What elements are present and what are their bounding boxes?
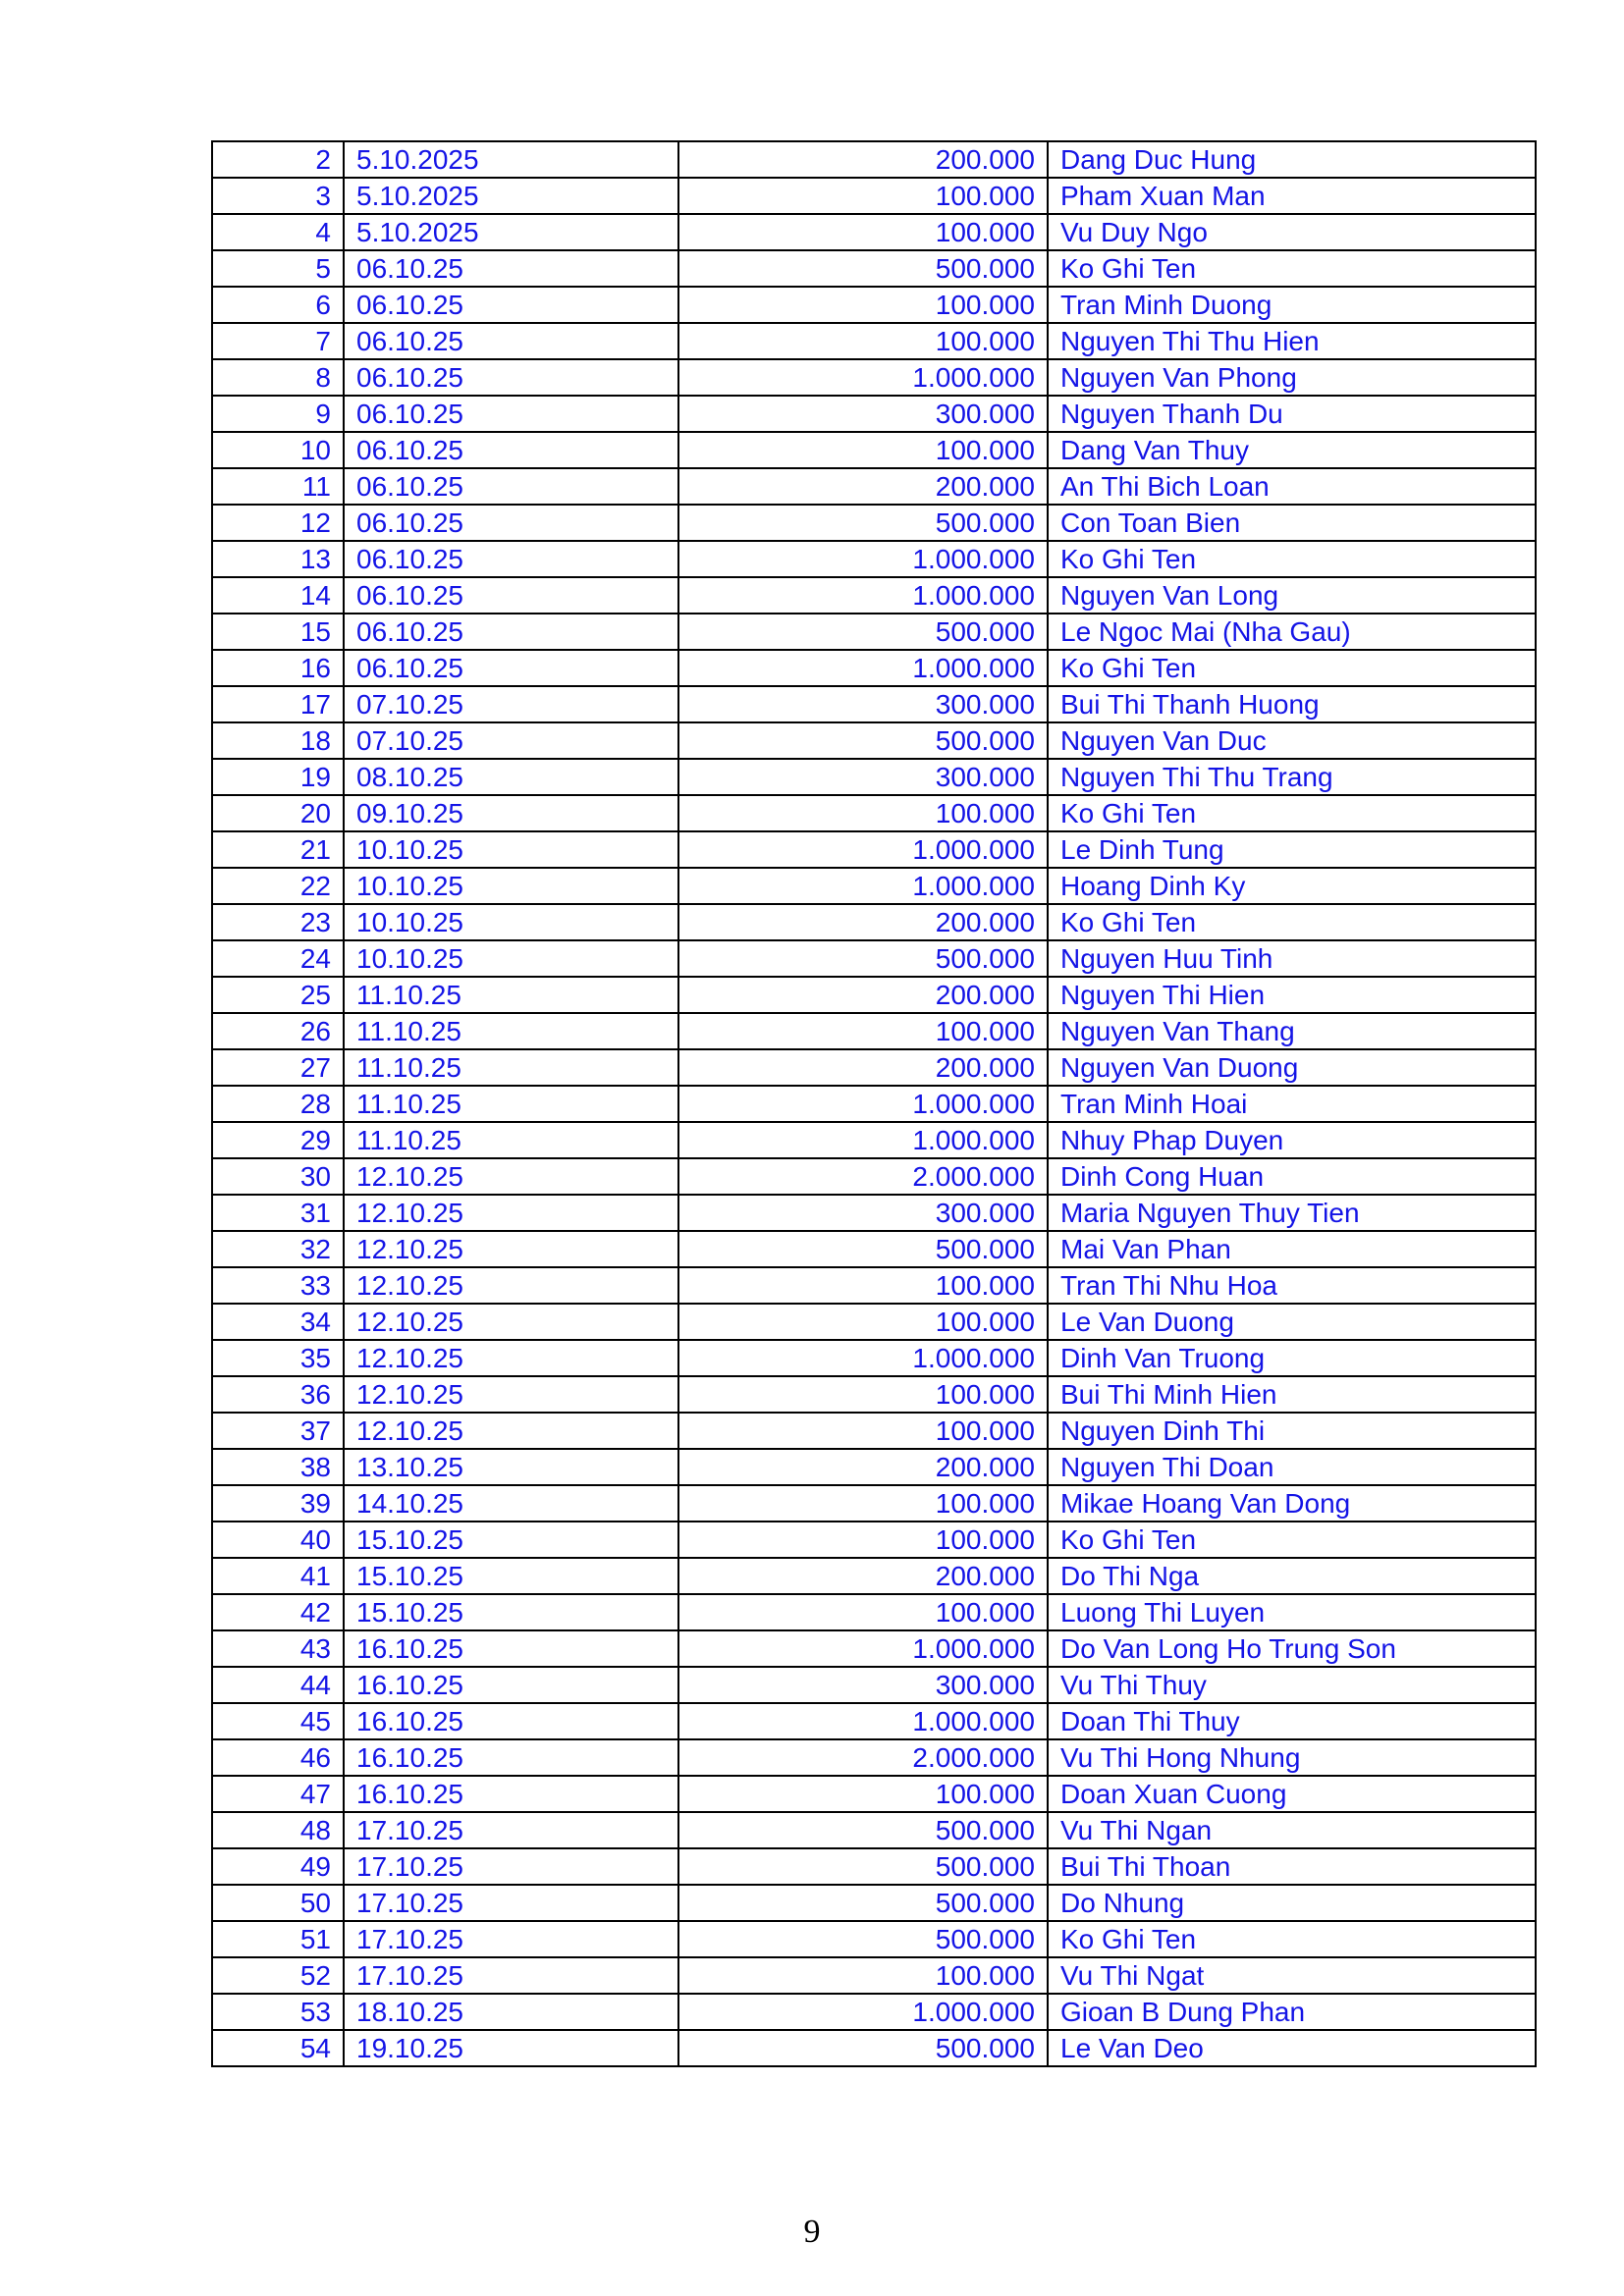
table-row <box>212 1594 1536 1630</box>
donor-name: Nguyen Thi Doan <box>1048 1449 1536 1485</box>
donation-amount: 2.000.000 <box>678 1739 1048 1776</box>
table-row <box>212 1522 1536 1558</box>
table-row <box>212 1703 1536 1739</box>
donation-date: 07.10.25 <box>344 686 678 722</box>
donation-amount: 500.000 <box>678 1848 1048 1885</box>
row-number: 5 <box>212 250 344 287</box>
donation-date: 12.10.25 <box>344 1340 678 1376</box>
donation-amount: 100.000 <box>678 323 1048 359</box>
donor-name: Luong Thi Luyen <box>1048 1594 1536 1630</box>
table-row <box>212 904 1536 940</box>
donation-amount: 500.000 <box>678 614 1048 650</box>
donor-name: Dinh Van Truong <box>1048 1340 1536 1376</box>
table-row <box>212 1885 1536 1921</box>
donation-date: 17.10.25 <box>344 1957 678 1994</box>
donation-date: 06.10.25 <box>344 250 678 287</box>
table-row <box>212 178 1536 214</box>
donation-amount: 1.000.000 <box>678 541 1048 577</box>
donation-date: 17.10.25 <box>344 1812 678 1848</box>
donation-amount: 200.000 <box>678 1558 1048 1594</box>
donation-amount: 100.000 <box>678 795 1048 831</box>
row-number: 36 <box>212 1376 344 1413</box>
donor-name: Vu Thi Ngan <box>1048 1812 1536 1848</box>
row-number: 24 <box>212 940 344 977</box>
donor-name: Mikae Hoang Van Dong <box>1048 1485 1536 1522</box>
donor-name: Tran Minh Hoai <box>1048 1086 1536 1122</box>
row-number: 13 <box>212 541 344 577</box>
donation-date: 06.10.25 <box>344 505 678 541</box>
donation-amount: 100.000 <box>678 1376 1048 1413</box>
donor-name: Ko Ghi Ten <box>1048 1522 1536 1558</box>
donation-date: 11.10.25 <box>344 1122 678 1158</box>
row-number: 14 <box>212 577 344 614</box>
table-row <box>212 359 1536 396</box>
donor-name: Nguyen Thi Thu Trang <box>1048 759 1536 795</box>
donation-amount: 500.000 <box>678 2030 1048 2066</box>
page-number: 9 <box>803 2214 821 2250</box>
table-row <box>212 1667 1536 1703</box>
donor-name: Vu Thi Hong Nhung <box>1048 1739 1536 1776</box>
donation-amount: 300.000 <box>678 686 1048 722</box>
table-row <box>212 650 1536 686</box>
donation-date: 16.10.25 <box>344 1667 678 1703</box>
donation-amount: 500.000 <box>678 722 1048 759</box>
donation-amount: 100.000 <box>678 1267 1048 1304</box>
donation-date: 13.10.25 <box>344 1449 678 1485</box>
donor-name: Nguyen Dinh Thi <box>1048 1413 1536 1449</box>
donation-date: 06.10.25 <box>344 287 678 323</box>
table-row <box>212 795 1536 831</box>
donor-name: Mai Van Phan <box>1048 1231 1536 1267</box>
donation-date: 19.10.25 <box>344 2030 678 2066</box>
table-row <box>212 722 1536 759</box>
table-row <box>212 1158 1536 1195</box>
table-row <box>212 977 1536 1013</box>
donation-amount: 2.000.000 <box>678 1158 1048 1195</box>
table-row <box>212 1413 1536 1449</box>
donor-name: Dang Van Thuy <box>1048 432 1536 468</box>
donor-name: Le Ngoc Mai (Nha Gau) <box>1048 614 1536 650</box>
donor-name: Pham Xuan Man <box>1048 178 1536 214</box>
donor-name: Nguyen Thanh Du <box>1048 396 1536 432</box>
donation-date: 08.10.25 <box>344 759 678 795</box>
donation-date: 09.10.25 <box>344 795 678 831</box>
donation-date: 10.10.25 <box>344 868 678 904</box>
donation-amount: 100.000 <box>678 1013 1048 1049</box>
row-number: 21 <box>212 831 344 868</box>
donation-amount: 1.000.000 <box>678 1340 1048 1376</box>
donor-name: Nguyen Thi Thu Hien <box>1048 323 1536 359</box>
donation-amount: 300.000 <box>678 1195 1048 1231</box>
donor-name: Dang Duc Hung <box>1048 141 1536 178</box>
row-number: 52 <box>212 1957 344 1994</box>
donor-name: Do Van Long Ho Trung Son <box>1048 1630 1536 1667</box>
donation-date: 06.10.25 <box>344 614 678 650</box>
donation-amount: 1.000.000 <box>678 1122 1048 1158</box>
donation-date: 5.10.2025 <box>344 214 678 250</box>
donor-name: Vu Duy Ngo <box>1048 214 1536 250</box>
donor-name: Gioan B Dung Phan <box>1048 1994 1536 2030</box>
table-row <box>212 759 1536 795</box>
donation-amount: 100.000 <box>678 1776 1048 1812</box>
donation-amount: 100.000 <box>678 1522 1048 1558</box>
donation-date: 06.10.25 <box>344 359 678 396</box>
donation-amount: 100.000 <box>678 1413 1048 1449</box>
donation-amount: 200.000 <box>678 904 1048 940</box>
row-number: 30 <box>212 1158 344 1195</box>
row-number: 54 <box>212 2030 344 2066</box>
table-row <box>212 323 1536 359</box>
donation-date: 11.10.25 <box>344 1086 678 1122</box>
donor-name: Doan Thi Thuy <box>1048 1703 1536 1739</box>
donation-amount: 500.000 <box>678 1231 1048 1267</box>
row-number: 6 <box>212 287 344 323</box>
donation-date: 5.10.2025 <box>344 141 678 178</box>
donation-date: 10.10.25 <box>344 904 678 940</box>
donation-amount: 500.000 <box>678 250 1048 287</box>
donation-amount: 200.000 <box>678 1449 1048 1485</box>
donation-amount: 1.000.000 <box>678 1630 1048 1667</box>
donation-amount: 1.000.000 <box>678 831 1048 868</box>
table-row <box>212 1086 1536 1122</box>
row-number: 11 <box>212 468 344 505</box>
donation-amount: 300.000 <box>678 396 1048 432</box>
donor-name: Doan Xuan Cuong <box>1048 1776 1536 1812</box>
table-row <box>212 541 1536 577</box>
donation-date: 10.10.25 <box>344 940 678 977</box>
table-row <box>212 505 1536 541</box>
row-number: 15 <box>212 614 344 650</box>
row-number: 10 <box>212 432 344 468</box>
table-row <box>212 1449 1536 1485</box>
row-number: 40 <box>212 1522 344 1558</box>
donation-date: 11.10.25 <box>344 1049 678 1086</box>
row-number: 29 <box>212 1122 344 1158</box>
row-number: 45 <box>212 1703 344 1739</box>
donation-amount: 500.000 <box>678 940 1048 977</box>
row-number: 3 <box>212 178 344 214</box>
row-number: 43 <box>212 1630 344 1667</box>
donation-amount: 100.000 <box>678 1485 1048 1522</box>
table-row <box>212 1376 1536 1413</box>
donor-name: Ko Ghi Ten <box>1048 795 1536 831</box>
row-number: 34 <box>212 1304 344 1340</box>
donation-date: 11.10.25 <box>344 1013 678 1049</box>
table-row <box>212 1013 1536 1049</box>
donation-amount: 300.000 <box>678 1667 1048 1703</box>
donor-name: Nguyen Van Thang <box>1048 1013 1536 1049</box>
row-number: 25 <box>212 977 344 1013</box>
row-number: 12 <box>212 505 344 541</box>
donation-table <box>211 140 1537 2067</box>
table-row <box>212 868 1536 904</box>
donor-name: Vu Thi Thuy <box>1048 1667 1536 1703</box>
row-number: 38 <box>212 1449 344 1485</box>
donation-date: 06.10.25 <box>344 323 678 359</box>
row-number: 9 <box>212 396 344 432</box>
donation-amount: 1.000.000 <box>678 650 1048 686</box>
donation-amount: 200.000 <box>678 468 1048 505</box>
donation-amount: 1.000.000 <box>678 1994 1048 2030</box>
donation-amount: 1.000.000 <box>678 359 1048 396</box>
donation-amount: 100.000 <box>678 432 1048 468</box>
donor-name: Nguyen Van Duc <box>1048 722 1536 759</box>
table-row <box>212 831 1536 868</box>
donation-amount: 100.000 <box>678 1304 1048 1340</box>
donation-date: 15.10.25 <box>344 1558 678 1594</box>
table-row <box>212 1739 1536 1776</box>
donor-name: Dinh Cong Huan <box>1048 1158 1536 1195</box>
table-row <box>212 1921 1536 1957</box>
table-row <box>212 1630 1536 1667</box>
donation-date: 14.10.25 <box>344 1485 678 1522</box>
table-row <box>212 1231 1536 1267</box>
donation-amount: 1.000.000 <box>678 577 1048 614</box>
row-number: 27 <box>212 1049 344 1086</box>
row-number: 49 <box>212 1848 344 1885</box>
donation-amount: 100.000 <box>678 178 1048 214</box>
donation-date: 06.10.25 <box>344 650 678 686</box>
donation-date: 15.10.25 <box>344 1522 678 1558</box>
donation-date: 16.10.25 <box>344 1739 678 1776</box>
table-row <box>212 1195 1536 1231</box>
table-row <box>212 940 1536 977</box>
table-row <box>212 1812 1536 1848</box>
table-row <box>212 2030 1536 2066</box>
donation-date: 12.10.25 <box>344 1304 678 1340</box>
donation-amount: 1.000.000 <box>678 868 1048 904</box>
donor-name: Nguyen Thi Hien <box>1048 977 1536 1013</box>
donor-name: Nguyen Van Phong <box>1048 359 1536 396</box>
donation-amount: 500.000 <box>678 1812 1048 1848</box>
table-row <box>212 1994 1536 2030</box>
donation-date: 07.10.25 <box>344 722 678 759</box>
table-row <box>212 1049 1536 1086</box>
donation-amount: 200.000 <box>678 977 1048 1013</box>
donor-name: An Thi Bich Loan <box>1048 468 1536 505</box>
table-row <box>212 468 1536 505</box>
donation-date: 06.10.25 <box>344 432 678 468</box>
donor-name: Bui Thi Minh Hien <box>1048 1376 1536 1413</box>
donation-date: 12.10.25 <box>344 1231 678 1267</box>
donor-name: Do Nhung <box>1048 1885 1536 1921</box>
donor-name: Tran Minh Duong <box>1048 287 1536 323</box>
table-row <box>212 141 1536 178</box>
row-number: 17 <box>212 686 344 722</box>
donor-name: Do Thi Nga <box>1048 1558 1536 1594</box>
donation-date: 17.10.25 <box>344 1921 678 1957</box>
row-number: 51 <box>212 1921 344 1957</box>
table-row <box>212 1304 1536 1340</box>
donation-date: 17.10.25 <box>344 1885 678 1921</box>
donor-name: Tran Thi Nhu Hoa <box>1048 1267 1536 1304</box>
row-number: 53 <box>212 1994 344 2030</box>
donation-amount: 100.000 <box>678 1957 1048 1994</box>
row-number: 4 <box>212 214 344 250</box>
table-row <box>212 214 1536 250</box>
donor-name: Ko Ghi Ten <box>1048 250 1536 287</box>
donation-date: 16.10.25 <box>344 1703 678 1739</box>
donation-date: 06.10.25 <box>344 577 678 614</box>
donor-name: Ko Ghi Ten <box>1048 1921 1536 1957</box>
table-row <box>212 396 1536 432</box>
donation-date: 06.10.25 <box>344 468 678 505</box>
donation-amount: 100.000 <box>678 287 1048 323</box>
table-row <box>212 1122 1536 1158</box>
row-number: 32 <box>212 1231 344 1267</box>
row-number: 23 <box>212 904 344 940</box>
row-number: 26 <box>212 1013 344 1049</box>
table-row <box>212 1776 1536 1812</box>
row-number: 19 <box>212 759 344 795</box>
donation-amount: 1.000.000 <box>678 1703 1048 1739</box>
donor-name: Le Van Deo <box>1048 2030 1536 2066</box>
table-row <box>212 1267 1536 1304</box>
donation-date: 16.10.25 <box>344 1630 678 1667</box>
donation-date: 11.10.25 <box>344 977 678 1013</box>
donation-amount: 100.000 <box>678 1594 1048 1630</box>
row-number: 31 <box>212 1195 344 1231</box>
donation-date: 12.10.25 <box>344 1413 678 1449</box>
donor-name: Vu Thi Ngat <box>1048 1957 1536 1994</box>
table-row <box>212 686 1536 722</box>
row-number: 8 <box>212 359 344 396</box>
donation-date: 12.10.25 <box>344 1158 678 1195</box>
donation-amount: 200.000 <box>678 1049 1048 1086</box>
row-number: 35 <box>212 1340 344 1376</box>
donation-date: 12.10.25 <box>344 1195 678 1231</box>
donor-name: Nguyen Huu Tinh <box>1048 940 1536 977</box>
table-row <box>212 1957 1536 1994</box>
table-row <box>212 1558 1536 1594</box>
row-number: 44 <box>212 1667 344 1703</box>
row-number: 42 <box>212 1594 344 1630</box>
table-row <box>212 1485 1536 1522</box>
row-number: 22 <box>212 868 344 904</box>
row-number: 39 <box>212 1485 344 1522</box>
table-row <box>212 1340 1536 1376</box>
row-number: 50 <box>212 1885 344 1921</box>
table-row <box>212 287 1536 323</box>
donation-table-body <box>212 141 1536 2066</box>
donation-date: 16.10.25 <box>344 1776 678 1812</box>
donor-name: Nhuy Phap Duyen <box>1048 1122 1536 1158</box>
donation-date: 17.10.25 <box>344 1848 678 1885</box>
row-number: 37 <box>212 1413 344 1449</box>
donor-name: Nguyen Van Duong <box>1048 1049 1536 1086</box>
row-number: 48 <box>212 1812 344 1848</box>
row-number: 47 <box>212 1776 344 1812</box>
donor-name: Ko Ghi Ten <box>1048 904 1536 940</box>
row-number: 41 <box>212 1558 344 1594</box>
row-number: 46 <box>212 1739 344 1776</box>
donation-amount: 500.000 <box>678 1921 1048 1957</box>
donation-date: 06.10.25 <box>344 541 678 577</box>
donor-name: Ko Ghi Ten <box>1048 541 1536 577</box>
donor-name: Hoang Dinh Ky <box>1048 868 1536 904</box>
donor-name: Le Van Duong <box>1048 1304 1536 1340</box>
donation-date: 10.10.25 <box>344 831 678 868</box>
donor-name: Bui Thi Thoan <box>1048 1848 1536 1885</box>
table-row <box>212 432 1536 468</box>
donation-amount: 100.000 <box>678 214 1048 250</box>
donation-date: 5.10.2025 <box>344 178 678 214</box>
donation-date: 12.10.25 <box>344 1376 678 1413</box>
donation-date: 06.10.25 <box>344 396 678 432</box>
row-number: 18 <box>212 722 344 759</box>
donation-amount: 500.000 <box>678 505 1048 541</box>
table-row <box>212 577 1536 614</box>
donation-amount: 200.000 <box>678 141 1048 178</box>
donor-name: Bui Thi Thanh Huong <box>1048 686 1536 722</box>
donor-name: Nguyen Van Long <box>1048 577 1536 614</box>
donor-name: Maria Nguyen Thuy Tien <box>1048 1195 1536 1231</box>
row-number: 33 <box>212 1267 344 1304</box>
donation-date: 15.10.25 <box>344 1594 678 1630</box>
table-row <box>212 1848 1536 1885</box>
row-number: 20 <box>212 795 344 831</box>
donation-amount: 1.000.000 <box>678 1086 1048 1122</box>
row-number: 7 <box>212 323 344 359</box>
donor-name: Con Toan Bien <box>1048 505 1536 541</box>
donation-amount: 300.000 <box>678 759 1048 795</box>
table-row <box>212 614 1536 650</box>
donation-date: 18.10.25 <box>344 1994 678 2030</box>
row-number: 16 <box>212 650 344 686</box>
donation-date: 12.10.25 <box>344 1267 678 1304</box>
table-row <box>212 250 1536 287</box>
row-number: 28 <box>212 1086 344 1122</box>
donor-name: Ko Ghi Ten <box>1048 650 1536 686</box>
row-number: 2 <box>212 141 344 178</box>
donor-name: Le Dinh Tung <box>1048 831 1536 868</box>
donation-amount: 500.000 <box>678 1885 1048 1921</box>
